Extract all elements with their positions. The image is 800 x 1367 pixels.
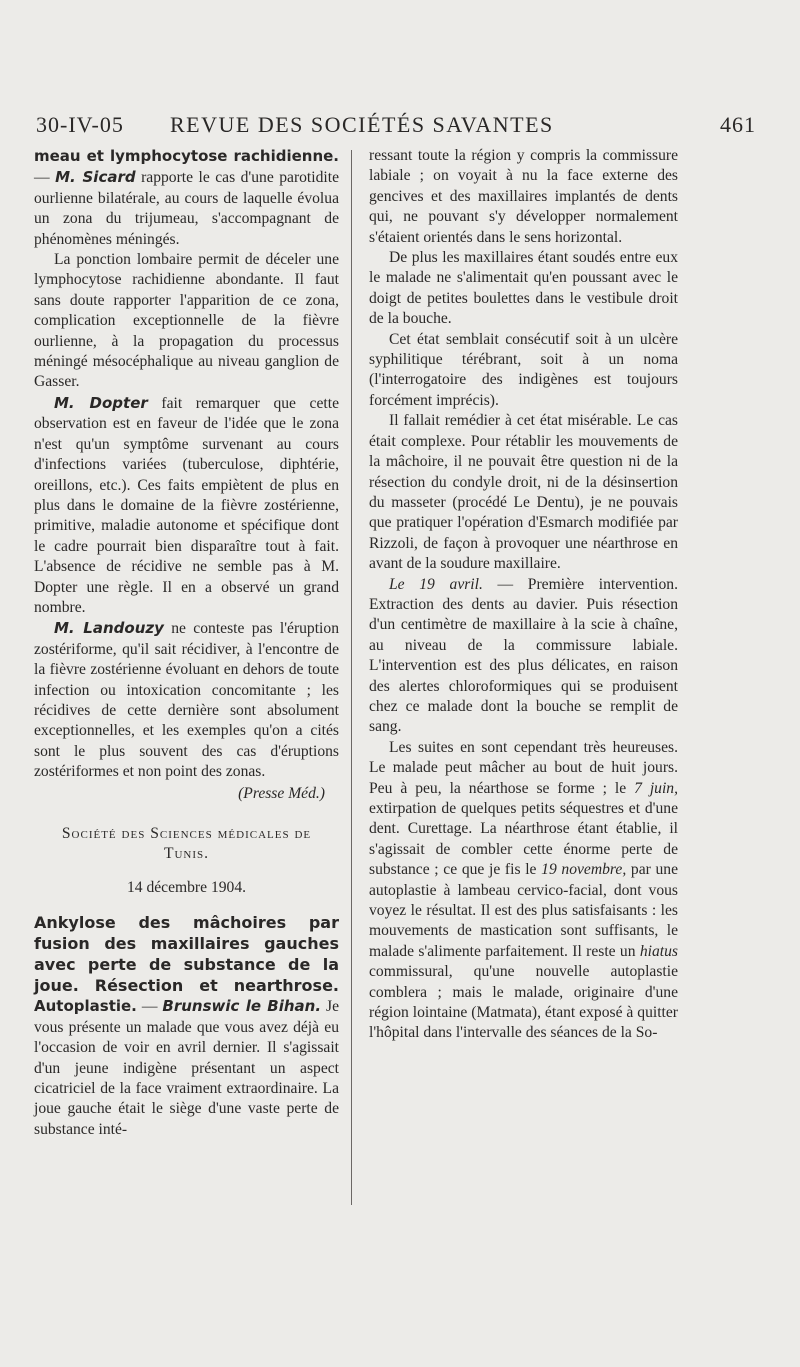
title-line: avec perte de substance de la <box>34 955 339 975</box>
paragraph-maxillaires: De plus les maxillaires étant soudés entre eux le malade ne s'alimentait qu'en poussant avec le doigt de petites boulettes dans le vestibule droit de la bouche. <box>369 249 678 328</box>
session-date: 14 décembre 1904. <box>126 879 247 896</box>
paragraph-dopter <box>34 393 339 618</box>
date-7-juin: 7 juin, <box>634 779 678 797</box>
header-date: 30-IV-05 <box>36 112 124 137</box>
running-header <box>36 106 756 142</box>
paragraph-landouzy <box>34 618 339 782</box>
date-19-novembre: 19 novembre, <box>541 861 627 879</box>
column-divider <box>351 150 352 1205</box>
society-line-1: Société des Sciences médicales de <box>61 825 312 842</box>
paragraph-text: Je vous présente un malade que vous avez déjà eu l'occasion de voir en avril dernier. Il s'agissait d'un jeune indigène présentant un aspect cicatriciel de la face vraiment extraordinaire. La joue gauche était le siège d'une vaste perte de substance inté- <box>34 998 339 1138</box>
journal-title: REVUE DES SOCIÉTÉS SAVANTES <box>170 112 554 137</box>
title-line: fusion des maxillaires gauches <box>34 934 339 954</box>
date-19-avril: Le 19 avril. <box>389 575 483 593</box>
title-line: joue. Résection et nearthrose. <box>34 976 339 996</box>
paragraph-ponction: La ponction lombaire permit de déceler une lymphocytose rachidienne abondante. Il faut sans doute rapporter l'apparition de ce zona, complication exceptionnelle de la fièvre ourlienne, à la propagation du processus méningé mésocéphalique au niveau ganglion de Gasser. <box>34 251 339 391</box>
author-brunswic: Brunswic le Bihan. <box>162 997 322 1016</box>
title-line: Ankylose des mâchoires par <box>34 913 339 933</box>
paragraph-remedier: Il fallait remédier à cet état misérable. Le cas était complexe. Pour rétablir les mouvements de la mâchoire, il ne pouvait être question ni de la résection du condyle droit, ni de la désinsertion du masseter (procédé Le Dentu), je ne pouvais que pratiquer l'opération d'Esmarch modifiée par Rizzoli, de façon à provoquer une néarthrose en avant de la soudure maxillaire. <box>369 412 678 573</box>
right-column <box>369 146 678 1044</box>
article-title-end: meau et lymphocytose rachidienne. <box>34 147 339 165</box>
source-citation: (Presse Méd.) <box>238 784 325 802</box>
society-line-2: Tunis. <box>163 845 210 862</box>
paragraph-text: commissural, qu'une nouvelle autoplastie comblera ; mais le malade, originaire d'une région lointaine (Matmata), étant exposé à quitter l'hôpital dans l'intervalle des séances de la So- <box>369 963 678 1042</box>
term-hiatus: hiatus <box>639 942 678 960</box>
society-heading <box>34 824 339 864</box>
left-column <box>34 146 339 1140</box>
paragraph-text: ne conteste pas l'éruption zostériforme, qu'il sait récidiver, à l'encontre de la fièvre zostérienne évoluant en dehors de toute infection ou intoxication concomitante ; les récidives de cette dernière sont absolument exceptionnelles, et les exemples qu'on a cités sont le plus souvent des cas d'éruptions zostériformes et non point des zonas. <box>34 620 339 781</box>
paragraph-intervention <box>369 575 678 738</box>
dash: — <box>136 998 163 1016</box>
author-sicard: M. Sicard <box>55 168 136 187</box>
paragraph-brunswic <box>34 996 339 1140</box>
title-autoplastie: Autoplastie. <box>34 997 137 1016</box>
paragraph-etat: Cet état semblait consécutif soit à un ulcère syphilitique térébrant, soit à un noma (l'interrogatoire des indigènes est toujours forcément imprécis). <box>369 330 678 409</box>
paragraph-text: Les suites en sont cependant très heureuses. Le malade peut mâcher au bout de huit jours. Peu à peu, la néarthose se forme ; le <box>369 738 678 797</box>
author-landouzy: M. Landouzy <box>54 619 164 638</box>
author-dopter: M. Dopter <box>54 393 148 412</box>
paragraph-text: — Première intervention. Extraction des dents au davier. Puis résection d'un centimètre de maxillaire à la scie à chaîne, au niveau de la commissure labiale. L'intervention est des plus délicates, en raison des alertes chloroformiques qui se produisent chez ce malade dont la bouche se remplit de sang. <box>369 575 678 736</box>
paragraph-sicard <box>34 146 339 250</box>
paragraph-text: extirpation de quelques petits séquestres et d'une dent. Curettage. La néarthrose étant établie, il s'agissait de combler cette énorme perte de substance ; ce que je fis le <box>369 800 678 879</box>
paragraph-text: fait remarquer que cette observation est en faveur de l'idée que le zona n'est qu'un symptôme survenant au cours d'infections variées (tuberculose, diphtérie, oreillons, etc.). Ces faits empiètent de plus en plus dans le domaine de la fièvre zostérienne, primitive, maladie autonome et spécifique dont le cadre pourrait bien disparaître tout à fait. L'absence de récidive ne semble pas à M. Dopter une règle. Il en a observé un grand nombre. <box>34 394 339 616</box>
page-number: 461 <box>720 112 756 137</box>
paragraph-text: rapporte le cas d'une parotidite ourlienne bilatérale, au cours de laquelle évolua un zona du trijumeau, s'accompagnant de phénomènes méningés. <box>34 169 339 248</box>
paragraph-continuation: ressant toute la région y compris la commissure labiale ; on voyait à nu la face externe des gencives et des maxillaires implantés de dents qui, ne pouvant s'y développer normalement s'étaient orientés dans le sens horizontal. <box>369 147 678 246</box>
paragraph-text: par une autoplastie à lambeau cervico-facial, dont vous voyez le résultat. Il est des plus satisfaisants : les mouvements de mastication sont suffisants, le malade s'alimente parfaitement. Il reste un <box>369 861 678 960</box>
dash: — <box>34 169 56 187</box>
article-title <box>34 912 339 996</box>
paragraph-suites <box>369 738 678 1044</box>
